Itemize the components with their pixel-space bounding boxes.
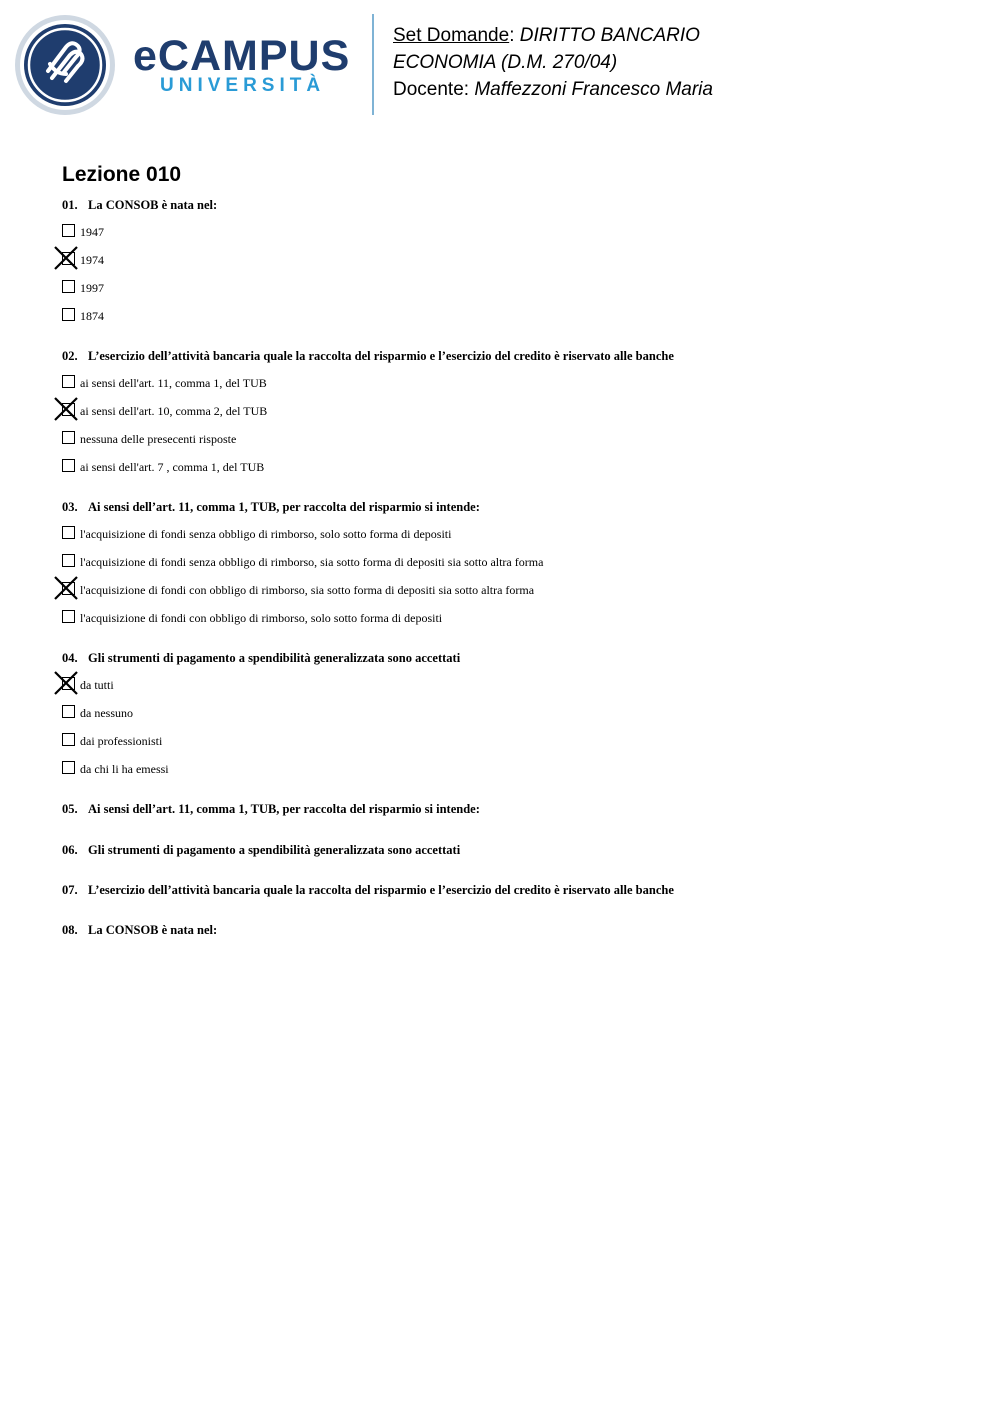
checkbox[interactable] (62, 761, 75, 774)
course-name-line2: ECONOMIA (D.M. 270/04) (393, 52, 618, 73)
cross-mark-icon (53, 575, 79, 601)
checkbox[interactable] (62, 308, 75, 321)
checkbox[interactable] (62, 375, 75, 388)
question-number: 08. (62, 923, 78, 937)
teacher-name: Maffezzoni Francesco Maria (474, 79, 713, 100)
answer-text: da tutti (80, 678, 114, 692)
question-text: Gli strumenti di pagamento a spendibilità generalizzata sono accettati (88, 651, 461, 665)
question-6 (62, 842, 460, 858)
answer-text: l'acquisizione di fondi senza obbligo di rimborso, solo sotto forma di depositi (80, 527, 452, 541)
answer-text: da nessuno (80, 706, 133, 720)
question-4 (62, 650, 460, 666)
answer-text: ai sensi dell'art. 10, comma 2, del TUB (80, 404, 268, 418)
course-name-line1: DIRITTO BANCARIO (519, 25, 700, 46)
checkbox[interactable] (62, 610, 75, 623)
checkbox[interactable] (62, 526, 75, 539)
question-number: 06. (62, 843, 78, 857)
question-text: La CONSOB è nata nel: (88, 923, 218, 937)
answer-text: ai sensi dell'art. 7 , comma 1, del TUB (80, 460, 265, 474)
cross-mark-icon (53, 396, 79, 422)
logo-university-text: UNIVERSITÀ (160, 75, 326, 96)
set-label: Set Domande (393, 25, 510, 46)
checkbox[interactable] (62, 733, 75, 746)
answer-text: ai sensi dell'art. 11, comma 1, del TUB (80, 376, 267, 390)
question-number: 07. (62, 883, 78, 897)
question-text: L’esercizio dell’attività bancaria quale la raccolta del risparmio e l’esercizio del credito è riservato alle banche (88, 883, 674, 897)
teacher-label: Docente: (393, 79, 470, 100)
question-text: L’esercizio dell’attività bancaria quale la raccolta del risparmio e l’esercizio del credito è riservato alle banche (88, 349, 674, 363)
question-text: Gli strumenti di pagamento a spendibilità generalizzata sono accettati (88, 843, 461, 857)
answer-text: l'acquisizione di fondi con obbligo di rimborso, sia sotto forma di depositi sia sotto altra forma (80, 583, 535, 597)
question-text: Ai sensi dell’art. 11, comma 1, TUB, per raccolta del risparmio si intende: (88, 500, 480, 514)
answer-text: l'acquisizione di fondi senza obbligo di rimborso, sia sotto forma di depositi sia sotto altra forma (80, 555, 544, 569)
question-text: La CONSOB è nata nel: (88, 198, 218, 212)
checkbox[interactable] (62, 705, 75, 718)
cross-mark-icon (53, 670, 79, 696)
question-3 (62, 499, 480, 515)
logo-brand-text: eCAMPUS (133, 32, 351, 80)
checkbox[interactable] (62, 280, 75, 293)
question-text: Ai sensi dell’art. 11, comma 1, TUB, per raccolta del risparmio si intende: (88, 802, 480, 816)
checkbox[interactable] (62, 431, 75, 444)
answer-text: da chi li ha emessi (80, 762, 169, 776)
question-number: 04. (62, 651, 78, 665)
question-8 (62, 922, 217, 938)
question-number: 05. (62, 802, 78, 816)
question-5 (62, 801, 480, 817)
answer-text: 1997 (80, 281, 104, 295)
answer-text: 1974 (80, 253, 104, 267)
question-1 (62, 197, 217, 213)
lesson-title: Lezione 010 (62, 163, 182, 186)
checkbox[interactable] (62, 459, 75, 472)
checkbox[interactable] (62, 554, 75, 567)
set-label-colon: : (509, 25, 515, 46)
question-7 (62, 882, 674, 898)
question-number: 01. (62, 198, 78, 212)
answer-text: l'acquisizione di fondi con obbligo di rimborso, solo sotto forma di depositi (80, 611, 443, 625)
answer-text: 1874 (80, 309, 104, 323)
question-2 (62, 348, 674, 364)
answer-text: 1947 (80, 225, 104, 239)
answer-text: dai professionisti (80, 734, 163, 748)
answer-text: nessuna delle presecenti risposte (80, 432, 237, 446)
cross-mark-icon (53, 245, 79, 271)
checkbox[interactable] (62, 224, 75, 237)
question-number: 03. (62, 500, 78, 514)
question-number: 02. (62, 349, 78, 363)
